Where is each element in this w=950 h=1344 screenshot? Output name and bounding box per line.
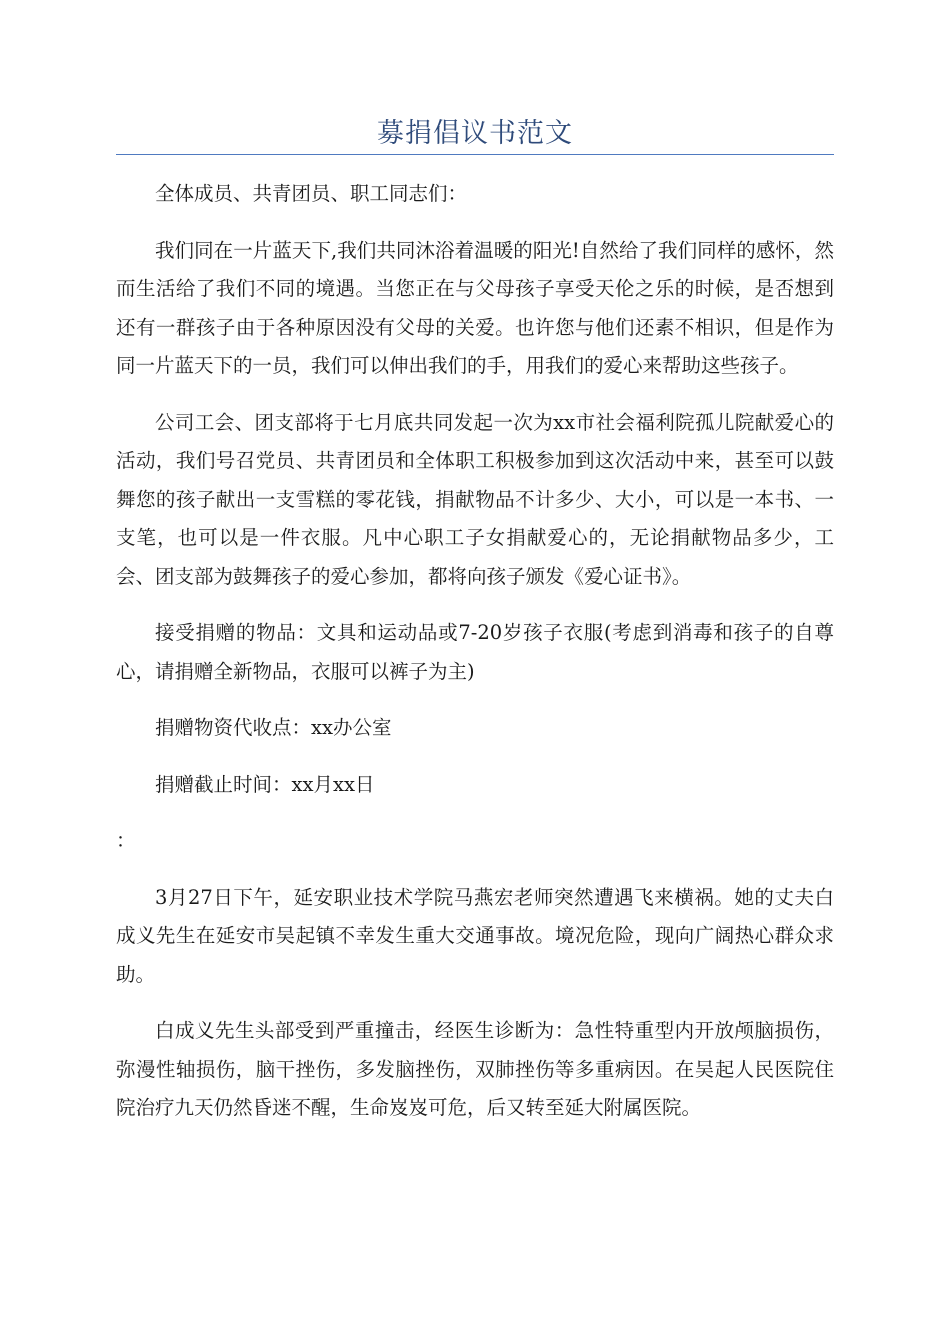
body-paragraph: 捐赠物资代收点：xx办公室 [155,716,392,739]
body-paragraph: 白成义先生头部受到严重撞击，经医生诊断为：急性特重型内开放颅脑损伤，弥漫性轴损伤，脑干挫伤，多发脑挫伤，双肺挫伤等多重病因。在吴起人民医院住院治疗九天仍然昏迷不醒，生命岌岌可危，后又转至延大附属医院。 [116,1019,834,1119]
body-paragraph: 接受捐赠的物品：文具和运动品或7-20岁孩子衣服(考虑到消毒和孩子的自尊心，请捐赠全新物品，衣服可以裤子为主) [116,621,834,683]
title-underline [116,154,834,155]
separator-paragraph: ： [116,829,136,852]
body-paragraph: 公司工会、团支部将于七月底共同发起一次为xx市社会福利院孤儿院献爱心的活动，我们号召党员、共青团员和全体职工积极参加到这次活动中来，甚至可以鼓舞您的孩子献出一支雪糕的零花钱，捐献物品不计多少、大小，可以是一本书、一支笔，也可以是一件衣服。凡中心职工子女捐献爱心的，无论捐献物品多少，工会、团支部为鼓舞孩子的爱心参加，都将向孩子颁发《爱心证书》。 [116,410,834,588]
body-paragraph: 3月27日下午，延安职业技术学院马燕宏老师突然遭遇飞来横祸。她的丈夫白成义先生在延安市吴起镇不幸发生重大交通事故。境况危险，现向广阔热心群众求助。 [116,885,834,986]
body-paragraph: 我们同在一片蓝天下,我们共同沐浴着温暖的阳光!自然给了我们同样的感怀，然而生活给了我们不同的境遇。当您正在与父母孩子享受天伦之乐的时候，是否想到还有一群孩子由于各种原因没有父母的关爱。也许您与他们还素不相识，但是作为同一片蓝天下的一员，我们可以伸出我们的手，用我们的爱心来帮助这些孩子。 [116,238,834,377]
document-body [116,175,834,1146]
body-paragraph: 捐赠截止时间：xx月xx日 [155,772,375,796]
salutation-paragraph: 全体成员、共青团员、职工同志们： [155,182,468,205]
document-title: 募捐倡议书范文 [377,118,573,149]
